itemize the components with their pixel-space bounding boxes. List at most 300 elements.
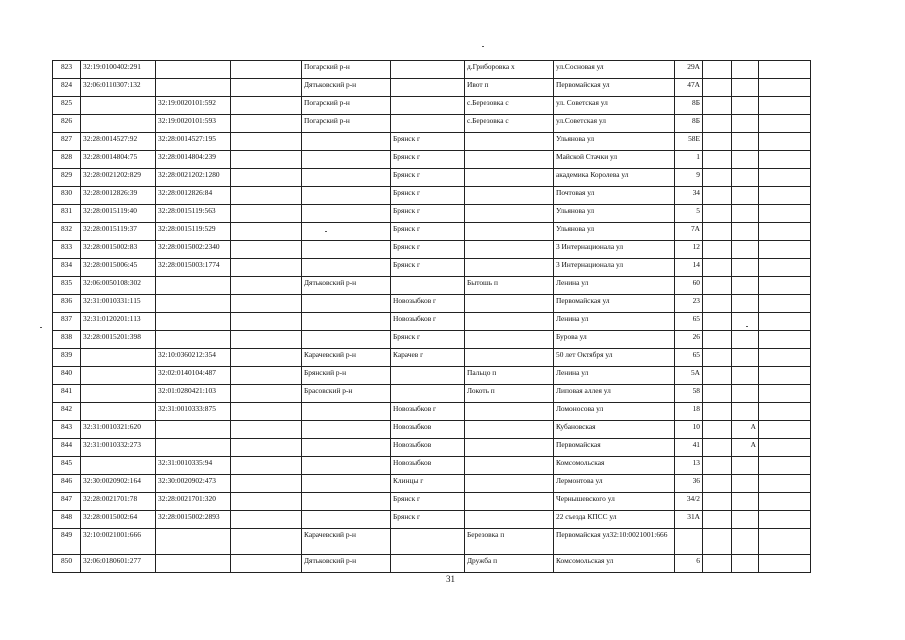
cadastral-number-cell: 32:28:0014527:92 [81,133,156,151]
scan-speck [325,231,327,232]
letter-cell [732,385,759,403]
scan-speck [746,326,748,327]
house-number-cell: 31А [675,511,703,529]
street-cell: 22 съезда КПСС ул [554,511,675,529]
district-cell: Дятьковский р-н [302,555,391,573]
cadastral-number-cell: 32:31:0010332:273 [81,439,156,457]
empty-cell [231,385,302,403]
district-cell [302,331,391,349]
letter-cell [732,277,759,295]
row-number-cell: 831 [53,205,81,223]
cadastral-number-alt-cell: 32:28:0015119:563 [156,205,231,223]
district-cell: Карачевский р-н [302,529,391,555]
house-number-cell: 5А [675,367,703,385]
cadastral-number-alt-cell: 32:31:0010335:94 [156,457,231,475]
letter-cell [732,133,759,151]
empty-cell [703,241,732,259]
cadastral-number-cell: 32:28:0015002:83 [81,241,156,259]
city-cell [391,277,465,295]
empty-cell [759,259,811,277]
row-number-cell: 848 [53,511,81,529]
district-cell [302,187,391,205]
settlement-cell: Пальцо п [465,367,554,385]
row-number-cell: 832 [53,223,81,241]
empty-cell [231,439,302,457]
empty-cell [231,187,302,205]
row-number-cell: 824 [53,79,81,97]
district-cell [302,475,391,493]
settlement-cell [465,187,554,205]
empty-cell [703,223,732,241]
empty-cell [703,205,732,223]
empty-cell [759,529,811,555]
scan-speck [40,327,42,328]
empty-cell [703,403,732,421]
empty-cell [759,555,811,573]
cadastral-number-alt-cell: 32:28:0015002:2893 [156,511,231,529]
empty-cell [759,331,811,349]
empty-cell [231,241,302,259]
cadastral-number-alt-cell [156,61,231,79]
empty-cell [231,475,302,493]
street-cell: Чернышевского ул [554,493,675,511]
table-row [53,133,811,151]
letter-cell [732,295,759,313]
empty-cell [231,169,302,187]
table-row [53,529,811,555]
empty-cell [231,151,302,169]
empty-cell [231,457,302,475]
row-number-cell: 838 [53,331,81,349]
district-cell: Погарский р-н [302,115,391,133]
cadastral-number-cell [81,457,156,475]
empty-cell [703,61,732,79]
cadastral-number-alt-cell [156,439,231,457]
house-number-cell: 18 [675,403,703,421]
empty-cell [231,349,302,367]
empty-cell [231,115,302,133]
table-row [53,475,811,493]
empty-cell [231,403,302,421]
letter-cell [732,475,759,493]
city-cell: Клинцы г [391,475,465,493]
cadastral-number-alt-cell [156,421,231,439]
empty-cell [231,331,302,349]
settlement-cell [465,493,554,511]
empty-cell [759,133,811,151]
cadastral-number-cell [81,97,156,115]
city-cell: Карачев г [391,349,465,367]
district-cell [302,205,391,223]
empty-cell [759,223,811,241]
empty-cell [231,493,302,511]
district-cell [302,403,391,421]
empty-cell [759,205,811,223]
house-number-cell: 12 [675,241,703,259]
district-cell: Погарский р-н [302,61,391,79]
settlement-cell [465,475,554,493]
city-cell: Брянск г [391,205,465,223]
empty-cell [703,79,732,97]
empty-cell [231,421,302,439]
city-cell: Новозыбков г [391,295,465,313]
empty-cell [759,403,811,421]
house-number-cell: 10 [675,421,703,439]
table-row [53,457,811,475]
street-cell: 50 лет Октября ул [554,349,675,367]
city-cell: Брянск г [391,151,465,169]
empty-cell [703,457,732,475]
letter-cell [732,259,759,277]
cadastral-number-alt-cell: 32:28:0015119:529 [156,223,231,241]
empty-cell [703,313,732,331]
settlement-cell: Локоть п [465,385,554,403]
empty-cell [703,97,732,115]
settlement-cell: Ивот п [465,79,554,97]
row-number-cell: 833 [53,241,81,259]
city-cell [391,367,465,385]
empty-cell [231,223,302,241]
street-cell: Бурова ул [554,331,675,349]
cadastral-number-cell: 32:28:0021202:829 [81,169,156,187]
house-number-cell: 58 [675,385,703,403]
empty-cell [703,259,732,277]
city-cell: Брянск г [391,511,465,529]
letter-cell [732,241,759,259]
cadastral-number-cell: 32:06:0050108:302 [81,277,156,295]
street-cell: Ульянова ул [554,223,675,241]
street-cell: Ульянова ул [554,205,675,223]
cadastral-number-alt-cell: 32:28:0012826:84 [156,187,231,205]
settlement-cell [465,403,554,421]
street-cell: 3 Интернационала ул [554,241,675,259]
cadastral-number-alt-cell [156,295,231,313]
street-cell: Кубановская [554,421,675,439]
district-cell: Брасовский р-н [302,385,391,403]
table-row [53,61,811,79]
settlement-cell [465,295,554,313]
house-number-cell: 36 [675,475,703,493]
house-number-cell: 34/2 [675,493,703,511]
letter-cell [732,97,759,115]
letter-cell [732,115,759,133]
cadastral-number-alt-cell: 32:01:0280421:103 [156,385,231,403]
row-number-cell: 841 [53,385,81,403]
cadastral-number-cell: 32:28:0014804:75 [81,151,156,169]
cadastral-number-alt-cell: 32:28:0021701:320 [156,493,231,511]
empty-cell [703,439,732,457]
empty-cell [231,259,302,277]
empty-cell [759,367,811,385]
settlement-cell [465,259,554,277]
cadastral-number-cell [81,367,156,385]
street-cell: Майской Стачки ул [554,151,675,169]
empty-cell [759,349,811,367]
letter-cell [732,61,759,79]
city-cell: Брянск г [391,187,465,205]
city-cell: Новозыбков г [391,403,465,421]
empty-cell [759,115,811,133]
cadastral-number-alt-cell: 32:28:0015003:1774 [156,259,231,277]
letter-cell [732,529,759,555]
row-number-cell: 828 [53,151,81,169]
table-row [53,241,811,259]
settlement-cell [465,421,554,439]
cadastral-number-cell: 32:28:0015002:64 [81,511,156,529]
row-number-cell: 850 [53,555,81,573]
house-number-cell: 58Е [675,133,703,151]
cadastral-number-alt-cell: 32:28:0014804:239 [156,151,231,169]
table-row [53,151,811,169]
cadastral-number-cell [81,349,156,367]
letter-cell [732,313,759,331]
letter-cell [732,169,759,187]
row-number-cell: 829 [53,169,81,187]
table-row [53,421,811,439]
house-number-cell: 13 [675,457,703,475]
city-cell: Брянск г [391,259,465,277]
house-number-cell: 9 [675,169,703,187]
row-number-cell: 830 [53,187,81,205]
cadastral-number-cell [81,385,156,403]
settlement-cell [465,169,554,187]
row-number-cell: 836 [53,295,81,313]
district-cell [302,295,391,313]
settlement-cell [465,223,554,241]
empty-cell [231,97,302,115]
letter-cell [732,511,759,529]
street-cell: ул. Советская ул [554,97,675,115]
city-cell [391,115,465,133]
house-number-cell: 8Б [675,115,703,133]
empty-cell [703,277,732,295]
district-cell [302,169,391,187]
cadastral-number-alt-cell: 32:28:0021202:1280 [156,169,231,187]
settlement-cell [465,133,554,151]
empty-cell [759,493,811,511]
letter-cell [732,493,759,511]
table-row [53,367,811,385]
table-row [53,349,811,367]
cadastral-number-alt-cell: 32:19:0020101:592 [156,97,231,115]
house-number-cell: 6 [675,555,703,573]
street-cell: Первомайская ул [554,295,675,313]
cadastral-number-alt-cell: 32:31:0010333:875 [156,403,231,421]
street-cell: Ленина ул [554,313,675,331]
letter-cell [732,457,759,475]
city-cell: Брянск г [391,169,465,187]
empty-cell [231,205,302,223]
house-number-cell: 23 [675,295,703,313]
empty-cell [703,385,732,403]
letter-cell [732,187,759,205]
city-cell [391,79,465,97]
table-row [53,313,811,331]
district-cell [302,223,391,241]
cadastral-number-cell: 32:06:0180601:277 [81,555,156,573]
empty-cell [231,555,302,573]
cadastral-number-cell: 32:28:0015201:398 [81,331,156,349]
street-cell: Первомайская [554,439,675,457]
house-number-cell: 34 [675,187,703,205]
empty-cell [759,187,811,205]
street-cell: Ломоносова ул [554,403,675,421]
district-cell [302,313,391,331]
settlement-cell: с.Березовка с [465,115,554,133]
settlement-cell: д.Гриборовка х [465,61,554,79]
cadastral-number-alt-cell [156,277,231,295]
empty-cell [703,511,732,529]
district-cell [302,421,391,439]
letter-cell [732,403,759,421]
cadastral-number-cell: 32:10:0021001:666 [81,529,156,555]
table-row [53,79,811,97]
empty-cell [759,169,811,187]
settlement-cell [465,313,554,331]
table-row [53,223,811,241]
cadastral-number-alt-cell [156,529,231,555]
city-cell: Новозыбков [391,457,465,475]
street-cell: академика Королева ул [554,169,675,187]
row-number-cell: 837 [53,313,81,331]
table-row [53,555,811,573]
empty-cell [703,187,732,205]
cadastral-number-cell: 32:19:0100402:291 [81,61,156,79]
empty-cell [759,439,811,457]
table-row [53,439,811,457]
register-rows [53,61,811,573]
street-cell: Комсомольская [554,457,675,475]
cadastral-number-cell: 32:31:0120201:113 [81,313,156,331]
settlement-cell: Дружба п [465,555,554,573]
empty-cell [759,475,811,493]
table-row [53,97,811,115]
empty-cell [759,421,811,439]
settlement-cell [465,151,554,169]
city-cell [391,385,465,403]
settlement-cell [465,331,554,349]
cadastral-number-cell: 32:28:0012826:39 [81,187,156,205]
empty-cell [231,511,302,529]
empty-cell [703,151,732,169]
letter-cell: А [732,421,759,439]
cadastral-number-cell: 32:28:0021701:78 [81,493,156,511]
street-cell: Первомайская ул [554,79,675,97]
settlement-cell [465,439,554,457]
settlement-cell: Березовка п [465,529,554,555]
settlement-cell [465,241,554,259]
district-cell [302,133,391,151]
empty-cell [231,529,302,555]
cadastral-number-cell [81,115,156,133]
letter-cell [732,555,759,573]
row-number-cell: 840 [53,367,81,385]
empty-cell [231,277,302,295]
empty-cell [759,457,811,475]
settlement-cell [465,205,554,223]
empty-cell [231,79,302,97]
settlement-cell: Бытошь п [465,277,554,295]
row-number-cell: 834 [53,259,81,277]
city-cell [391,555,465,573]
street-cell: Ульянова ул [554,133,675,151]
empty-cell [703,115,732,133]
city-cell [391,97,465,115]
cadastral-number-cell [81,403,156,421]
district-cell [302,457,391,475]
row-number-cell: 842 [53,403,81,421]
district-cell [302,151,391,169]
street-cell: 3 Интернационала ул [554,259,675,277]
table-row [53,259,811,277]
street-cell: Комсомольская ул [554,555,675,573]
row-number-cell: 827 [53,133,81,151]
house-number-cell: 5 [675,205,703,223]
city-cell: Новозыбков [391,421,465,439]
house-number-cell: 29А [675,61,703,79]
city-cell: Брянск г [391,223,465,241]
cadastral-number-cell: 32:30:0020902:164 [81,475,156,493]
cadastral-number-alt-cell: 32:28:0014527:195 [156,133,231,151]
settlement-cell [465,457,554,475]
empty-cell [759,511,811,529]
row-number-cell: 844 [53,439,81,457]
district-cell: Дятьковский р-н [302,277,391,295]
city-cell [391,61,465,79]
row-number-cell: 825 [53,97,81,115]
cadastral-number-alt-cell: 32:30:0020902:473 [156,475,231,493]
empty-cell [703,475,732,493]
house-number-cell [675,529,703,555]
letter-cell: А [732,439,759,457]
settlement-cell [465,349,554,367]
empty-cell [759,79,811,97]
empty-cell [759,295,811,313]
empty-cell [231,295,302,313]
empty-cell [703,421,732,439]
empty-cell [759,385,811,403]
letter-cell [732,367,759,385]
letter-cell [732,349,759,367]
house-number-cell: 60 [675,277,703,295]
empty-cell [231,61,302,79]
street-cell: Лермонтова ул [554,475,675,493]
table-row [53,277,811,295]
cadastral-number-cell: 32:28:0015119:40 [81,205,156,223]
district-cell: Погарский р-н [302,97,391,115]
house-number-cell: 47А [675,79,703,97]
settlement-cell [465,511,554,529]
house-number-cell: 41 [675,439,703,457]
page-number: 31 [446,574,455,584]
row-number-cell: 845 [53,457,81,475]
cadastral-number-alt-cell [156,331,231,349]
cadastral-number-cell: 32:06:0110307:132 [81,79,156,97]
empty-cell [703,295,732,313]
table-row [53,331,811,349]
empty-cell [759,241,811,259]
street-cell: Липовая аллея ул [554,385,675,403]
register-table [52,60,811,573]
cadastral-number-cell: 32:28:0015119:37 [81,223,156,241]
house-number-cell: 8Б [675,97,703,115]
house-number-cell: 65 [675,313,703,331]
cadastral-number-cell: 32:31:0010331:115 [81,295,156,313]
row-number-cell: 835 [53,277,81,295]
row-number-cell: 839 [53,349,81,367]
district-cell [302,511,391,529]
row-number-cell: 846 [53,475,81,493]
